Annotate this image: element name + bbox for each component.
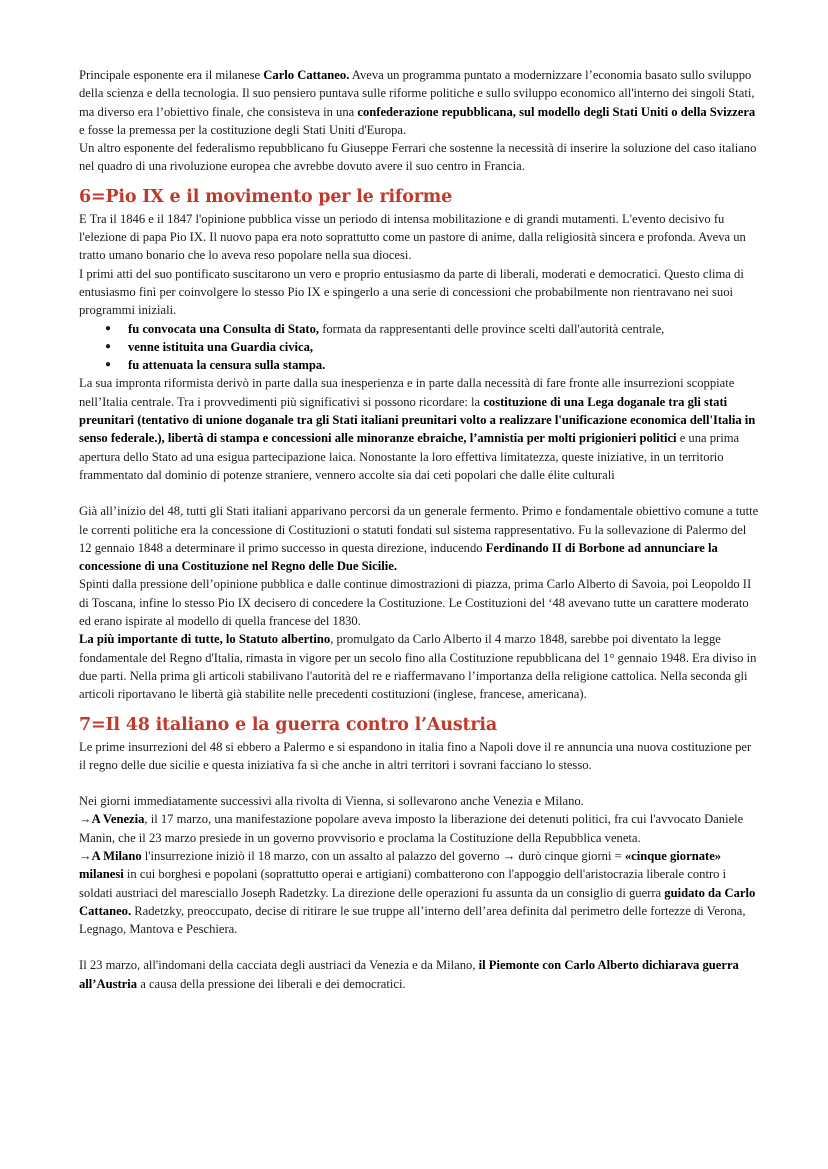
bold-text-run: confederazione repubblicana, sul modello degli Stati Uniti o della Svizzera — [357, 104, 756, 119]
text-run: Il 23 marzo, all'indomani della cacciata degli austriaci da Venezia e da Milano, — [79, 958, 479, 973]
text-run: Aveva un programma puntato a modernizzare l’economia basato sullo sviluppo della scienza e della tecnologia. Il suo pensiero puntava sulle riforme politiche e sullo sviluppo economico all'interno dei singoli Stati, ma diverso era l’obiettivo finale, che consisteva in una — [79, 68, 755, 119]
section-6-bullet-list — [79, 320, 759, 375]
section-6-paragraph-2 — [79, 265, 759, 320]
text-run: → — [79, 812, 92, 827]
bold-text-run: A Venezia — [91, 812, 145, 827]
spacer — [79, 938, 759, 956]
bold-text-run: A Milano — [91, 848, 142, 863]
bold-text-run: il Piemonte con Carlo Alberto dichiarava guerra all’Austria — [79, 958, 739, 991]
text-run: e fosse la premessa per la costituzione degli Stati Uniti d'Europa. — [79, 122, 407, 137]
bullet-item — [79, 356, 759, 374]
text-run: I primi atti del suo pontificato suscitarono un vero e proprio entusiasmo da parte di liberali, moderati e democratici. Questo clima di entusiasmo finì per coinvolgere lo stesso Pio IX e spingerlo a una serie di concessioni che probabilmente non rientravano nei suoi programmi iniziali. — [79, 266, 744, 318]
section-7-heading: 7=Il 48 italiano e la guerra contro l’Austria — [79, 714, 497, 735]
bullet-item — [79, 338, 759, 356]
bold-text-run: «cinque giornate» milanesi — [79, 848, 722, 882]
section-6-heading: 6=Pio IX e il movimento per le riforme — [79, 186, 453, 207]
text-run: in cui borghesi e popolani (soprattutto operai e artigiani) combatterono con l'appoggio dell'aristocrazia liberale contro i soldati austriaci del maresciallo Joseph Radetzky. La direzione delle operazioni fu assunta da un consiglio di guerra — [79, 867, 727, 900]
section-7-paragraph-3 — [79, 810, 759, 847]
bold-text-run: Ferdinando II di Borbone ad annunciare la concessione di una Costituzione nel Regno delle Due Sicilie. — [79, 540, 718, 574]
section-6-paragraph-5 — [79, 575, 759, 630]
bold-text-run: Carlo Cattaneo. — [263, 68, 350, 82]
section-7-paragraph-2 — [79, 792, 759, 810]
section-7-paragraph-1 — [79, 738, 759, 775]
bold-text-run: fu attenuata la censura sulla stampa. — [128, 358, 326, 373]
text-run: Principale esponente era il milanese — [79, 68, 264, 82]
bold-text-run: guidato da Carlo Cattaneo. — [79, 885, 756, 918]
text-run: → — [79, 848, 92, 863]
text-run: , il 17 marzo, una manifestazione popolare aveva imposto la liberazione dei detenuti politici, fra cui l'avvocato Daniele Manin, che il 23 marzo presiede in un governo provvisorio e proclama la Costituzione della Repubblica veneta. — [79, 812, 744, 845]
text-run: Già all’inizio del 48, tutti gli Stati italiani apparivano percorsi da un generale fermento. Primo e fondamentale obiettivo comune a tutte le correnti politiche era la concessione di Costituzioni o statuti fondati sul sistema rappresentativo. Fu la sollevazione di Palermo del 12 gennaio 1848 a determinare il primo successo in questa direzione, inducendo — [79, 504, 759, 555]
text-run: a causa della pressione dei liberali e dei democratici. — [137, 976, 406, 991]
intro-paragraph-1 — [79, 66, 759, 139]
bold-text-run: fu convocata una Consulta di Stato, — [128, 321, 320, 336]
section-6-paragraph-4 — [79, 502, 759, 575]
text-run: , promulgato da Carlo Alberto il 4 marzo 1848, sarebbe poi diventato la legge fondamentale del Regno d'Italia, rimasta in vigore per un secolo fino alla Costituzione repubblicana del 1° gennaio 1948. Era diviso in due parti. Nella prima gli articoli stabilivano l'autorità del re e riaffermavano l’importanza della religione cattolica. Nella seconda gli articoli riportavano le libertà già stabilite nelle precedenti costituzioni (inglese, francese, americana). — [79, 632, 757, 702]
text-run: formata da rappresentanti delle province scelti dall'autorità centrale, — [319, 321, 665, 336]
text-run: Un altro esponente del federalismo repubblicano fu Giuseppe Ferrari che sostenne la necessità di inserire la soluzione del caso italiano nel quadro di una rivoluzione europea che avrebbe dovuto avere il suo centro in Francia. — [79, 141, 757, 174]
text-run: Spinti dalla pressione dell’opinione pubblica e dalle continue dimostrazioni di piazza, prima Carlo Alberto di Savoia, poi Leopoldo II di Toscana, infine lo stesso Pio IX decisero di concedere la Costituzione. Le Costituzioni del ‘48 avevano tutte un carattere moderato ed erano ispirate al modello di quella francese del 1830. — [79, 577, 752, 629]
section-7-paragraph-4 — [79, 847, 759, 938]
intro-paragraph-2 — [79, 139, 759, 176]
text-run: Radetzky, preoccupato, decise di ritirare le sue truppe all’interno dell’area definita dal perimetro delle fortezze di Verona, Legnago, Mantova e Peschiera. — [79, 903, 746, 937]
text-run: l'insurrezione iniziò il 18 marzo, con un assalto al palazzo del governo → durò cinque giorni = — [141, 848, 625, 863]
text-run: E Tra il 1846 e il 1847 l'opinione pubblica visse un periodo di intensa mobilitazione e di grandi mutamenti. L'evento decisivo fu l'elezione di papa Pio IX. Il nuovo papa era noto soprattutto come un pastore di anime, dalla religiosità sincera e profonda. Aveva un tratto umano bonario che lo aveva reso popolare nella sua diocesi. — [79, 211, 746, 263]
spacer — [79, 774, 759, 792]
bold-text-run: costituzione di una Lega doganale tra gli stati preunitari (tentativo di unione doganale tra gli Stati italiani preunitari volto a realizzare l'unificazione economica dell'Italia in senso federale.), libertà di stampa e concessioni alle minoranze ebraiche, l’amnistia per molti prigionieri politici — [79, 394, 756, 446]
text-run: e una prima apertura dello Stato ad una esigua partecipazione laica. Nonostante la loro effettiva limitatezza, queste iniziative, in un territorio frammentato dal dominio di potenze straniere, vennero accolte sia dai ceti popolari che dalle élite culturali — [79, 431, 740, 482]
text-run: Le prime insurrezioni del 48 si ebbero a Palermo e si espandono in italia fino a Napoli dove il re annuncia una nuova costituzione per il regno delle due sicilie e questa iniziativa fa sì che anche in altri territori i sovrani facciano lo stesso. — [79, 739, 752, 772]
bold-text-run: La più importante di tutte, lo Statuto albertino — [79, 632, 331, 647]
section-7-paragraph-5 — [79, 956, 759, 993]
text-run: La sua impronta riformista derivò in parte dalla sua inesperienza e in parte dalla necessità di fare fronte alle insurrezioni scoppiate nell’Italia centrale. Tra i provvedimenti più significativi si possono ricordare: la — [79, 376, 735, 409]
section-6-paragraph-3 — [79, 374, 759, 484]
section-6-paragraph-1 — [79, 210, 759, 265]
bold-text-run: venne istituita una Guardia civica, — [128, 339, 314, 354]
bullet-item — [79, 320, 759, 338]
document-page — [79, 66, 759, 993]
spacer — [79, 484, 759, 502]
section-6-paragraph-6 — [79, 630, 759, 703]
text-run: Nei giorni immediatamente successivi alla rivolta di Vienna, si sollevarono anche Venezia e Milano. — [79, 794, 584, 809]
